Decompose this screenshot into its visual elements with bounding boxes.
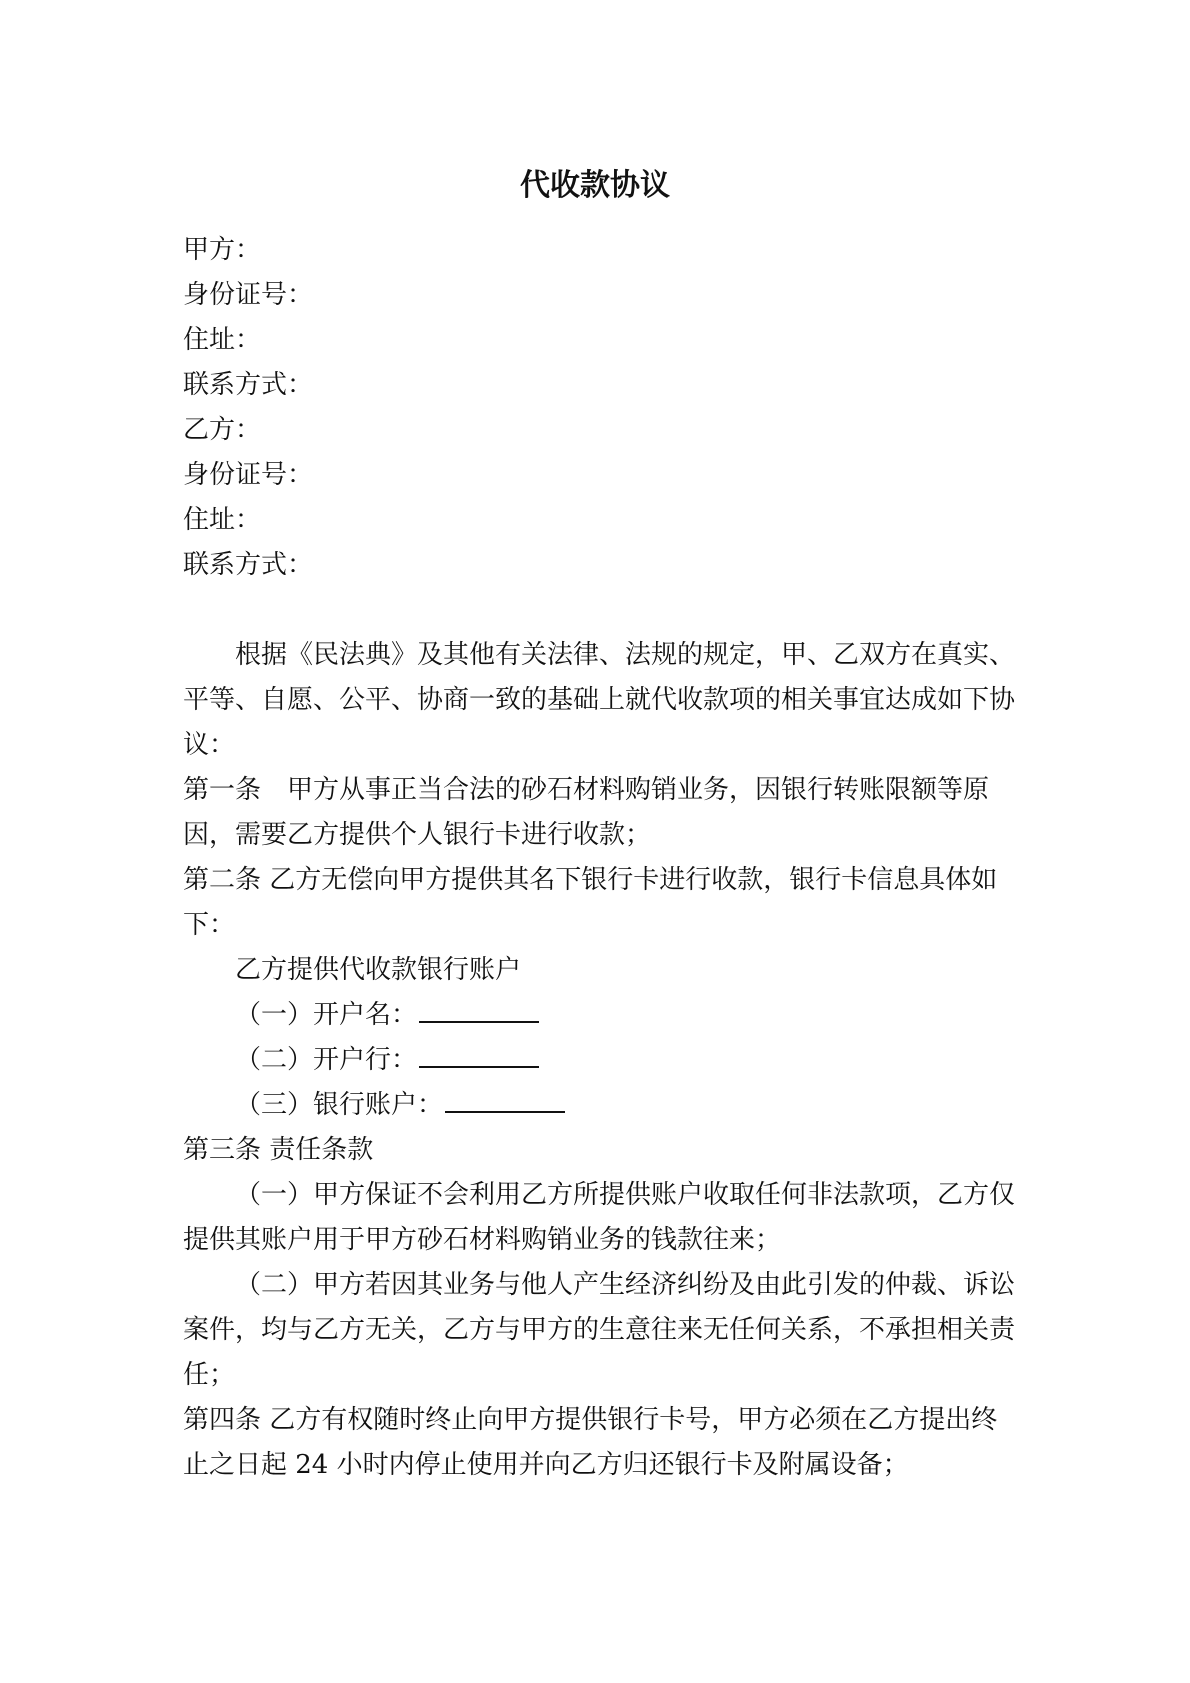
account-heading: 乙方提供代收款银行账户	[235, 955, 522, 985]
party-b-id-label: 身份证号：	[183, 460, 314, 490]
article-3-item-2: （二）甲方若因其业务与他人产生经济纠纷及由此引发的仲裁、诉讼案件，均与乙方无关，乙方与甲方的生意往来无任何关系，不承担相关责任；	[183, 1270, 1016, 1390]
account-holder-label: （一）开户名：	[235, 1000, 418, 1030]
article-2: 第二条 乙方无偿向甲方提供其名下银行卡进行收款，银行卡信息具体如下：	[183, 865, 998, 940]
article-3-item-1: （一）甲方保证不会利用乙方所提供账户收取任何非法款项，乙方仅提供其账户用于甲方砂石材料购销业务的钱款往来；	[183, 1180, 1016, 1255]
account-holder-blank	[419, 997, 539, 1023]
account-bank-label: （二）开户行：	[235, 1045, 418, 1075]
party-b-name-label: 乙方：	[183, 415, 262, 445]
spacer	[183, 588, 1023, 633]
party-a-id-label: 身份证号：	[183, 280, 314, 310]
account-number-row	[183, 1083, 1023, 1128]
document-body	[183, 228, 1023, 1488]
account-number-blank	[445, 1087, 565, 1113]
party-b-contact-label: 联系方式：	[183, 550, 314, 580]
article-1: 第一条 甲方从事正当合法的砂石材料购销业务，因银行转账限额等原因，需要乙方提供个人银行卡进行收款；	[183, 775, 990, 850]
party-a-contact-label: 联系方式：	[183, 370, 314, 400]
party-b-address-label: 住址：	[183, 505, 262, 535]
preamble-paragraph: 根据《民法典》及其他有关法律、法规的规定，甲、乙双方在真实、平等、自愿、公平、协商一致的基础上就代收款项的相关事宜达成如下协议：	[183, 640, 1016, 760]
account-number-label: （三）银行账户：	[235, 1090, 444, 1120]
account-holder-row	[183, 993, 1023, 1038]
article-4: 第四条 乙方有权随时终止向甲方提供银行卡号，甲方必须在乙方提出终止之日起 24 小时内停止使用并向乙方归还银行卡及附属设备；	[183, 1405, 998, 1480]
document-title: 代收款协议	[520, 168, 670, 203]
party-a-name-label: 甲方：	[183, 235, 262, 265]
account-bank-blank	[419, 1042, 539, 1068]
party-a-address-label: 住址：	[183, 325, 262, 355]
account-bank-row	[183, 1038, 1023, 1083]
article-3-heading: 第三条 责任条款	[183, 1135, 374, 1165]
